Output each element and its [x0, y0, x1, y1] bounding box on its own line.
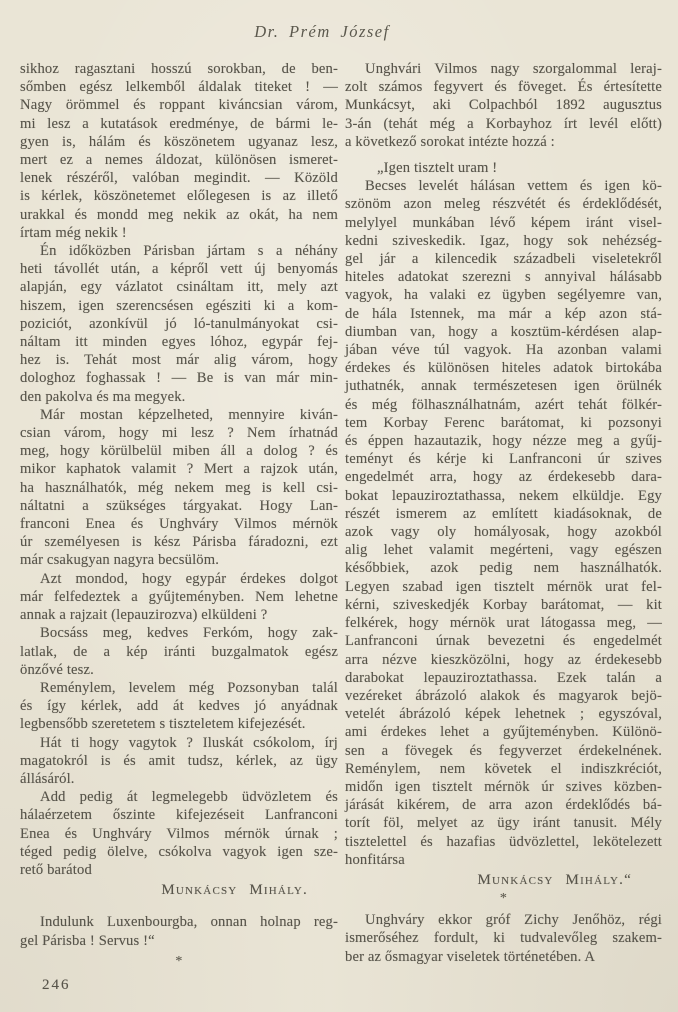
text-line: hiszem, igen szerencsésen egésziti ki a kom- [20, 297, 338, 314]
text-line: tem Korbay Ferenc barátomat, ki pozsonyi [345, 414, 662, 431]
text-line: Lanfranconi úrnak bevezetni és engedelmét [345, 633, 662, 650]
text-line: mi lesz a kutatások eredménye, de bármi le- [20, 115, 338, 132]
text-line: is kérlek, köszönetemet előlegesen is az illető [20, 188, 338, 205]
text-line: legbensőbb szeretetem s tiszteletem kifejezését. [20, 716, 306, 733]
right-column [345, 60, 662, 966]
text-line: téged pedig ölelve, csókolva vagyok igen sze- [20, 843, 338, 860]
paragraph [20, 60, 338, 242]
text-line: torít föl, melyet az ügy iránt tanusit. Mély [345, 815, 662, 832]
text-line: midőn igen tisztelt mérnök úr szives közben- [345, 778, 662, 795]
text-line: önzővé tesz. [20, 661, 94, 678]
section-separator-star: * [499, 891, 508, 907]
text-line: darabokat lepauziroztathassa. Ezek talán a [345, 669, 662, 686]
text-line: poziciót, azonkívül jó ló-tanulmányokat csi- [20, 315, 338, 332]
text-line: gel Párisba ! Servus !“ [20, 932, 155, 949]
text-line: vagyok, ha valaki ez ügyben segélyemre van, [345, 287, 662, 304]
text-line: már csakugyan nagyra becsülöm. [20, 552, 220, 569]
text-line: azok vagy oly homályosak, hogy azokból [345, 524, 662, 541]
text-line: zolt számos fegyvert és föveget. És értesítette [345, 79, 662, 96]
text-line: meg, hogy körülbelül miben áll a dolog ? és [20, 443, 338, 460]
text-line: ber az ősmagyar viseletek történetében. A [345, 948, 596, 965]
text-line: Bocsáss meg, kedves Ferkóm, hogy zak- [40, 625, 338, 642]
text-line: úr személyesen is kész Párisba fáradozni, ezt [20, 534, 338, 551]
text-line: Legyen szabad igen tisztelt mérnök urat fel- [345, 578, 662, 595]
running-header: Dr. Prém József [254, 22, 390, 41]
text-line: 3-án (tehát még a Korbayhoz írt levél előtt) [345, 115, 662, 132]
text-line: Már mostan képzelheted, mennyire kiván- [40, 406, 338, 423]
paragraph [20, 913, 338, 949]
paragraph [20, 406, 338, 570]
text-line: melylyel munkában lévő képem iránt visel- [345, 214, 662, 231]
text-line: den pakolva és ma megyek. [20, 388, 186, 405]
paragraph [20, 624, 338, 679]
text-line: hez is. Tehát most már alig várom, hogy [20, 352, 338, 369]
text-line: későbbiek, azok pedig nem használhatók. [345, 560, 662, 577]
text-line: részét ismerem az említett kiadásoknak, de [345, 505, 662, 522]
text-line: írtam még nekik ! [20, 224, 127, 241]
text-line: Add pedig át legmelegebb üdvözletem és [40, 789, 338, 806]
text-line: Unghváry ekkor gróf Zichy Jenőhöz, régi [365, 912, 662, 929]
paragraph [20, 788, 338, 879]
text-line: járását kikérem, de arra azon érdeklődés bá- [345, 797, 662, 814]
text-line: vetelét ábrázoló képek lehetnek ; egyszóval, [345, 706, 662, 723]
paragraph [20, 734, 338, 789]
text-line: dologhoz foghassak ! — Be is van már min- [20, 370, 338, 387]
text-line: diumban van, hogy a kosztüm-kérdésen alap- [345, 323, 662, 340]
text-line: mikor kaphatok valamit ? Mert a rajzok után, [20, 461, 338, 478]
paragraph [345, 60, 662, 151]
paragraph [20, 242, 338, 406]
text-line: náltatni a szükséges tárgyakat. Hogy Lan- [20, 497, 338, 514]
signature: Munkácsy Mihály. [161, 882, 308, 899]
text-line: annak a rajzait (lepauzirozva) elküldeni ? [20, 607, 268, 624]
text-line: engedelmét arra, hogy az érdekesebb dara- [345, 469, 662, 486]
text-line: szönöm azon meleg részvétét és érdeklődését, [345, 196, 662, 213]
paragraph [345, 159, 662, 177]
text-line: vezéreket ábrázoló alakok és magyarok bejö- [345, 687, 662, 704]
text-line: Azt mondod, hogy egypár érdekes dolgot [40, 570, 338, 587]
text-line: de hála Istennek, ma már a kép azon stá- [345, 305, 662, 322]
text-line: arra nézve kieszközölni, hogy az érdekesebb [345, 651, 662, 668]
text-line: a következő sorokat intézte hozzá : [345, 133, 555, 150]
text-line: heti távollét után, a képről vett új benyomás [20, 261, 338, 278]
text-line: Indulunk Luxenbourgba, onnan holnap reg- [40, 914, 338, 931]
text-line: sikhoz ragasztani hosszú sorokban, de ben- [20, 61, 338, 77]
text-line: bokat lepauziroztathassa, nekem elküldje. Egy [345, 487, 662, 504]
text-line: Becses levelét hálásan vettem és igen kö- [365, 178, 662, 195]
text-line: „Igen tisztelt uram ! [377, 160, 498, 177]
text-line: kedni sziveskedik. Igaz, hogy sok nehézség- [345, 232, 662, 249]
text-line: tisztelettel és hazafias üdvözlettel, lekötelezett [345, 833, 662, 850]
paragraph [345, 177, 662, 869]
text-line: felkérek, hogy mérnök urat látogassa meg, — [345, 615, 662, 632]
text-line: gyen is, hálám és köszönetem ugyanaz lesz, [20, 133, 338, 150]
text-line: hálaérzetem őszinte kifejezéseit Lanfranconi [20, 807, 338, 824]
text-line: latlak, de a kép iránti buzgalmatok egész [20, 643, 338, 660]
text-line: rető barátod [20, 861, 92, 878]
text-line: Reménylem, levelem még Pozsonyban talál [40, 679, 338, 696]
text-line: teményt és kérje ki Lanfranconi úr szives [345, 451, 662, 468]
text-line: ami érdekes lehet a gyűjteményben. Különö- [345, 724, 662, 741]
text-line: érdekes és különösen hiteles adatok birtokába [345, 360, 662, 377]
text-line: alig lehet valamit megérteni, vagy egészen [345, 542, 662, 559]
text-line: gel jár a kilencedik századbeli viseletekről [345, 251, 662, 268]
text-line: magatokról is és amit tudsz, kérlek, az ügy [20, 752, 338, 769]
paragraph [345, 911, 662, 966]
text-line: alapján, egy vázlatot csináltam itt, mely azt [20, 279, 338, 296]
text-line: és még fölhasználhatnám, azért tehát fölkér- [345, 396, 662, 413]
text-line: kérni, sziveskedjék Korbay barátomat, — kit [345, 596, 662, 613]
text-line: sen a fövegek és fegyverzet érdekelnének. [345, 742, 662, 759]
text-line: Enea és Unghváry Vilmos mérnök úrnak ; [20, 825, 338, 842]
text-line: urakkal és mondd meg nekik az okát, ha nem [20, 206, 338, 223]
text-line: franconi Enea és Unghváry Vilmos mérnök [20, 516, 338, 533]
text-line: ismerőséhez fordult, ki tudvalevőleg szakem- [345, 930, 662, 947]
paragraph [20, 679, 338, 734]
text-line: náltam itt minden egyes lóhoz, egypár fej- [20, 334, 338, 351]
text-line: Nagy örömmel és roppant kiváncsian várom, [20, 97, 338, 114]
text-line: állásáról. [20, 770, 75, 787]
text-line: csian várom, hogy mi lesz ? Nem írhatnád [20, 425, 338, 442]
page-number: 246 [42, 977, 71, 993]
text-line: ha használhatók, még nekem meg is kell csi- [20, 479, 338, 496]
text-line: mert ez a nemes áldozat, különösen ismeret- [20, 152, 338, 169]
text-line: lenek részéről, valóban megindit. — Közöld [20, 170, 338, 187]
signature: Munkácsy Mihály.“ [477, 871, 632, 888]
section-separator-star: * [175, 953, 183, 969]
text-line: már felfedeztek a gyűjteményben. Nem lehetne [20, 588, 338, 605]
text-line: hiteles adatokat szerezni s annyival hálásabb [345, 269, 662, 286]
text-line: Hát ti hogy vagytok ? Iluskát csókolom, írj [40, 734, 338, 751]
text-line: sőmben egész lelkemből áldalak titeket ! — [20, 79, 338, 96]
text-line: jában véve túl vagyok. Ha azonban valami [345, 342, 662, 359]
text-line: juthatnék, annak természetesen igen örülnék [345, 378, 662, 395]
text-line: Reménylem, nem követek el indiszkréciót, [345, 760, 662, 777]
text-line: és így kérlek, add át kedves jó anyádnak [20, 698, 338, 715]
left-column [20, 60, 338, 970]
text-line: Unghvári Vilmos nagy szorgalommal leraj- [365, 61, 662, 77]
text-line: honfitársa [345, 851, 405, 868]
text-line: Munkácsyt, aki Colpachból 1892 augusztus [345, 97, 662, 114]
text-line: Én időközben Párisban jártam s a néhány [40, 243, 338, 260]
paragraph [20, 570, 338, 625]
text-line: és éppen hazautazik, hogy nézze meg a gyűj- [345, 433, 662, 450]
